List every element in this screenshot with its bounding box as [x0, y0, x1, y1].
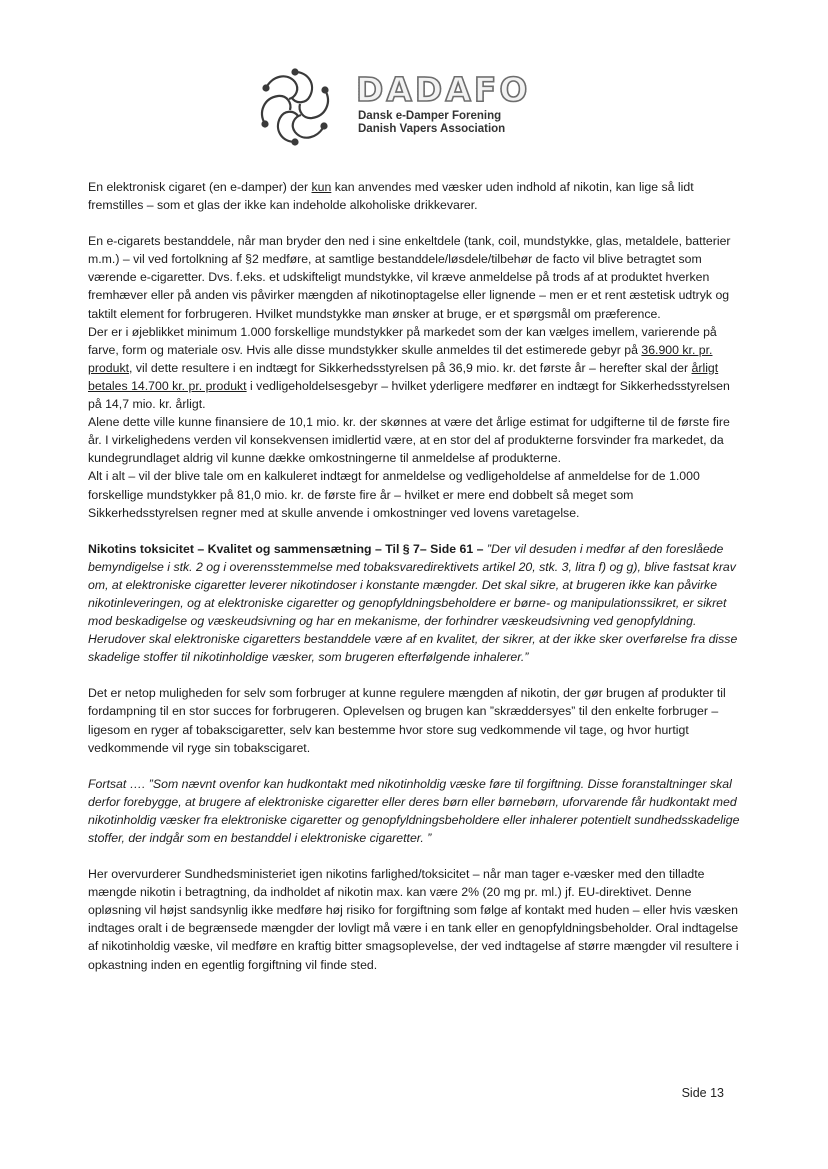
brand-subtitle-da: Dansk e-Damper Forening — [358, 110, 502, 122]
paragraph-1 — [88, 178, 740, 214]
text-run: En elektronisk cigaret (en e-damper) der — [88, 180, 312, 194]
document-body — [88, 178, 740, 974]
page-number: Side 13 — [681, 1086, 724, 1100]
paragraph-3 — [88, 323, 740, 413]
paragraph-2: En e-cigarets bestanddele, når man bryder den ned i sine enkeltdele (tank, coil, mundstykke, glas, metaldele, batterier m.m.) – vil ved fortolkning af §2 medføre, at samtlige bestanddele/løsdele/tilbehør de facto vil blive betragtet som værende e-cigaretter. Dvs. f.eks. et udskifteligt mundstykke, vil kræve anmeldelse på trods af at produktet hverken fremhæver eller på anden vis påvirker mængden af nikotinoptagelse eller lignende – men er et rent æstetisk udtryk og taktilt element for forbrugeren. Hvilket mundstykke man ønsker at bruge, er et spørgsmål om præference. — [88, 234, 731, 321]
paragraph-5: Alt i alt – vil der blive tale om en kalkuleret indtægt for anmeldelse og vedligeholdelse af anmeldelse for de 1.000 forskellige mundstykker på 81,0 mio. kr. de første fire år – hvilket er mere end dobbelt så meget som Sikkerhedsstyrelsen regner med at skulle anvende i omkostninger ved lovens varetagelse. — [88, 469, 700, 520]
underlined-text: kun — [311, 180, 332, 194]
section-heading: Nikotins toksicitet – Kvalitet og sammensætning – Til § 7– Side 61 – — [88, 541, 484, 556]
text-run: i vedligeholdelsesgebyr – hvilket yderligere medfører en indtægt for Sikkerhedsstyrelsen på 14,7 mio. kr. årligt. — [88, 378, 730, 412]
paragraph-7: Det er netop muligheden for selv som forbruger at kunne regulere mængden af nikotin, der gør brugen af produkter til fordampning til en stor succes for forbrugeren. Oplevelsen og brugen kan ”skræddersyes” til den enkelte forbruger – ligesom en ryger af tobakscigaretter, selv kan bestemme hvor store sug vedkommende vil tage, og hvor hurtigt vedkommende vil ryge sin tobakscigaret. — [88, 686, 726, 755]
underlined-text: 36.900 kr. pr. produkt — [88, 342, 713, 375]
text-run: kan anvendes med væsker uden indhold af nikotin, kan lige så lidt fremstilles – som et glas der ikke kan indeholde alkoholiske drikkevarer. — [88, 180, 694, 213]
text-run: , vil dette resultere i en indtægt for Sikkerhedsstyrelsen på 36,9 mio. kr. det første år – herefter skal der — [129, 360, 692, 375]
text-run: Der er i øjeblikket minimum 1.000 forskellige mundstykker på markedet som der kan vælges imellem, varierende på farve, form og materiale osv. Hvis alle disse mundstykker skulle anmeldes til det estimerede gebyr på — [88, 324, 717, 357]
paragraph-8: Fortsat …. ”Som nævnt ovenfor kan hudkontakt med nikotinholdig væske føre til forgiftning. Disse foranstaltninger skal derfor forebygge, at brugere af elektroniske cigaretter eller deres børn eller børnebørn, uforvarende får hudkontakt med nikotinholdig væsker fra elektroniske cigaretter og genopfyldningsbeholdere eller inhalerer potentielt sundhedsskadelige stoffer, der indgår som en bestanddel i elektroniske cigaretter. ” — [88, 776, 740, 845]
paragraph-6 — [88, 540, 740, 667]
paragraph-9: Her overvurderer Sundhedsministeriet igen nikotins farlighed/toksicitet – når man tager e-væsker med den tilladte mængde nikotin i betragtning, da indholdet af nikotin max. kan være 2% (20 mg pr. ml.) jf. EU-direktivet. Denne opløsning vil højst sandsynlig ikke medføre høj risiko for forgiftning som følge af kontakt med huden – eller hvis væsken indtages oralt i de begrænsede mængder der lovligt må være i en tank eller en genopfyldningsbeholder. Oral indtagelse af nikotinholdig væske, vil medføre en kraftig bitter smagsoplevelse, der ved indtagelse af større mængder vil resultere i opkastning inden en egentlig forgiftning vil finde sted. — [88, 867, 739, 972]
letterhead — [250, 62, 550, 152]
brand-name: DADAFO — [356, 70, 531, 109]
brand — [356, 70, 530, 136]
paragraph-4: Alene dette ville kunne finansiere de 10,1 mio. kr. der skønnes at være det årlige estimat for udgifterne til de første fire år. I virkelighedens verden vil konsekvensen imidlertid være, at en stor del af produkterne forsvinder fra markedet, da kundegrundlaget aldrig vil kunne dække omkostningerne til anmeldelse af produkterne. — [88, 415, 730, 466]
dadafo-emblem-icon — [250, 62, 340, 152]
brand-subtitle-en: Danish Vapers Association — [358, 123, 506, 135]
underlined-text: årligt betales 14.700 kr. pr. produkt — [88, 360, 719, 393]
quoted-text: ”Der vil desuden i medfør af den foreslåede bemyndigelse i stk. 2 og i overensstemmelse med tobaksvaredirektivets artikel 20, stk. 3, litra f) og g), blive fastsat krav om, at elektroniske cigaretter leverer nikotindoser i konstante mængder. Det skal sikre, at brugeren ikke kan påvirke nikotinleveringen, og at elektroniske cigaretter og genopfyldningsbeholdere er børne- og manipulationssikret, er sikret mod beskadigelse og væskeudsivning og har en mekanisme, der forhindrer væskeudsivning ved genopfyldning. Herudover skal elektroniske cigaretters bestanddele være af en kvalitet, der sikrer, at der ikke sker overførelse fra disse skadelige stoffer til nikotinholdige væsker, som brugeren efterfølgende inhalerer.” — [88, 541, 738, 665]
